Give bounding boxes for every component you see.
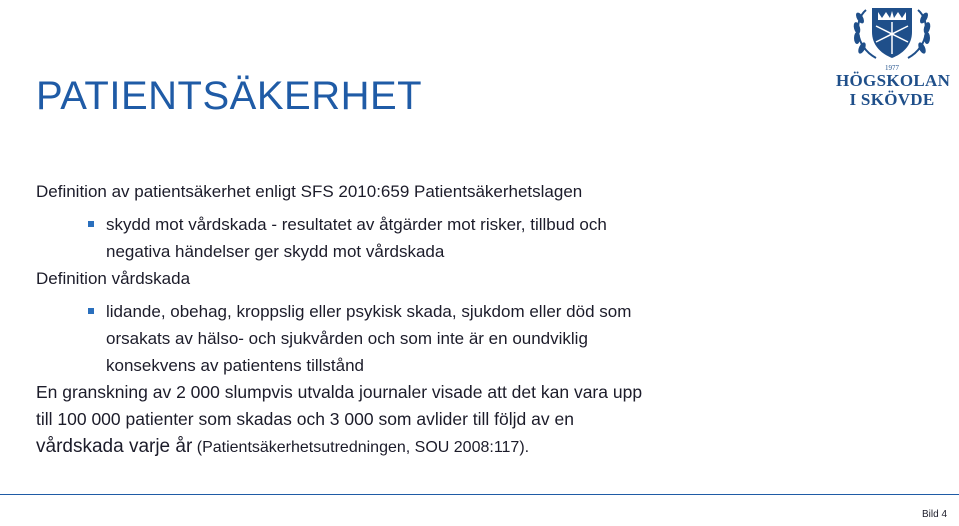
slide-title: PATIENTSÄKERHET (36, 74, 423, 118)
crest-icon (836, 2, 948, 66)
logo-year: 1977 (885, 64, 899, 72)
bullet-item (36, 211, 936, 265)
bullet-square-icon (88, 221, 94, 227)
logo-name-line1: HÖGSKOLAN (836, 71, 951, 90)
definition2-heading: Definition vårdskada (36, 269, 191, 288)
slide-body (36, 178, 936, 461)
page-number: Bild 4 (921, 509, 947, 520)
bullet-line: konsekvens av patientens tillstånd (106, 356, 364, 375)
bullet-item (36, 298, 936, 379)
definition-heading: Definition av patientsäkerhet enligt SFS 2010:659 Patientsäkerhetslagen (36, 182, 583, 201)
bullet-line: negativa händelser ger skydd mot vårdskada (106, 242, 445, 261)
review-text: vårdskada varje år (36, 436, 193, 457)
bullet-square-icon (88, 308, 94, 314)
logo-name-line2: I SKÖVDE (849, 90, 935, 109)
bullet-line: skydd mot vårdskada - resultatet av åtgärder mot risker, tillbud och (106, 215, 607, 234)
footer-divider (0, 494, 959, 495)
review-line: En granskning av 2 000 slumpvis utvalda journaler visade att det kan vara upp (36, 382, 643, 402)
review-line (36, 433, 936, 461)
review-line: till 100 000 patienter som skadas och 3 000 som avlider till följd av en (36, 409, 574, 429)
bullet-line: orsakats av hälso- och sjukvården och som inte är en oundviklig (106, 329, 588, 348)
university-logo (836, 2, 951, 112)
source-citation: (Patientsäkerhetsutredningen, SOU 2008:117). (192, 439, 530, 456)
bullet-line: lidande, obehag, kroppslig eller psykisk skada, sjukdom eller död som (106, 302, 632, 321)
